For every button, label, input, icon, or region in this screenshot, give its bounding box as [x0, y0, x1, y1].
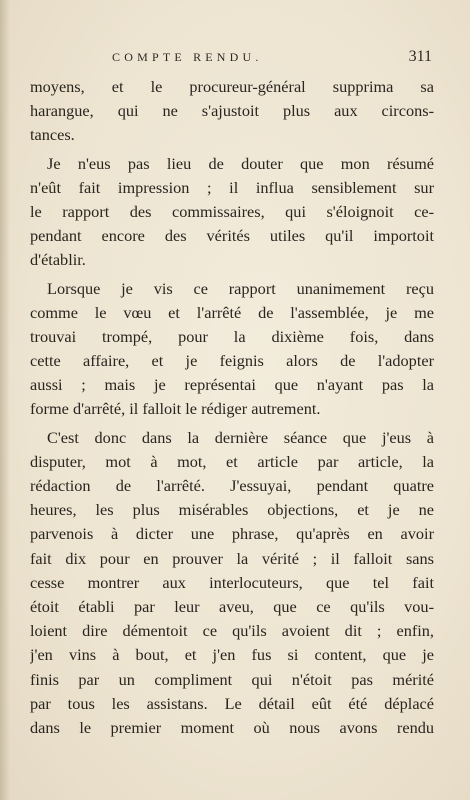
text-line: finis par un compliment qui n'étoit pas mérité [30, 669, 434, 689]
text-line: trouvai trompé, pour la dixième fois, dans [30, 326, 434, 346]
text-line: par tous les assistans. Le détail eût été déplacé [30, 693, 434, 713]
text-line: d'établir. [30, 250, 86, 270]
text-line: harangue, qui ne s'ajustoit plus aux circons- [30, 101, 434, 121]
text-line: disputer, mot à mot, et article par article, la [30, 451, 434, 471]
text-line: le rapport des commissaires, qui s'éloignoit ce- [30, 201, 434, 221]
text-line: tances. [30, 125, 75, 145]
paragraph [30, 75, 434, 148]
text-line: loient dire démentoit ce qu'ils avoient dit ; enfin, [30, 621, 434, 641]
text-line: pendant encore des vérités utiles qu'il importoit [30, 226, 434, 246]
text-line: Lorsque je vis ce rapport unanimement reçu [47, 278, 434, 298]
page-number: 311 [408, 48, 432, 65]
text-line: dans le premier moment où nous avons rendu [30, 717, 434, 737]
running-title: COMPTE RENDU. [112, 50, 263, 64]
text-line: j'en vins à bout, et j'en fus si content, que je [30, 645, 434, 665]
text-line: Je n'eus pas lieu de douter que mon résumé [47, 153, 434, 173]
text-line: moyens, et le procureur-général supprima sa [30, 77, 434, 96]
paragraph [30, 152, 434, 273]
page-gutter-shadow [0, 0, 10, 800]
text-line: n'eût fait impression ; il influa sensiblement sur [30, 177, 434, 197]
paragraph [30, 426, 434, 740]
text-line: heures, les plus misérables objections, et je ne [30, 500, 434, 520]
paragraph [30, 277, 434, 422]
text-line: C'est donc dans la dernière séance que j'eus à [47, 427, 434, 447]
text-line: cette affaire, et je feignis alors de l'adopter [30, 351, 434, 371]
text-line: fait dix pour en prouver la vérité ; il falloit sans [30, 548, 434, 568]
text-line: parvenois à dicter une phrase, qu'après en avoir [30, 524, 434, 544]
text-line: aussi ; mais je représentai que n'ayant pas la [30, 375, 434, 395]
text-line: rédaction de l'arrêté. J'essuyai, pendant quatre [30, 476, 434, 495]
text-line: forme d'arrêté, il falloit le rédiger autrement. [30, 399, 321, 419]
text-line: étoit établi par leur aveu, que ce qu'ils vou- [30, 596, 434, 616]
body-text [30, 75, 434, 740]
text-line: comme le vœu et l'arrêté de l'assemblée, je me [30, 302, 434, 322]
running-header [30, 48, 434, 70]
text-line: cesse montrer aux interlocuteurs, que tel fait [30, 572, 434, 592]
